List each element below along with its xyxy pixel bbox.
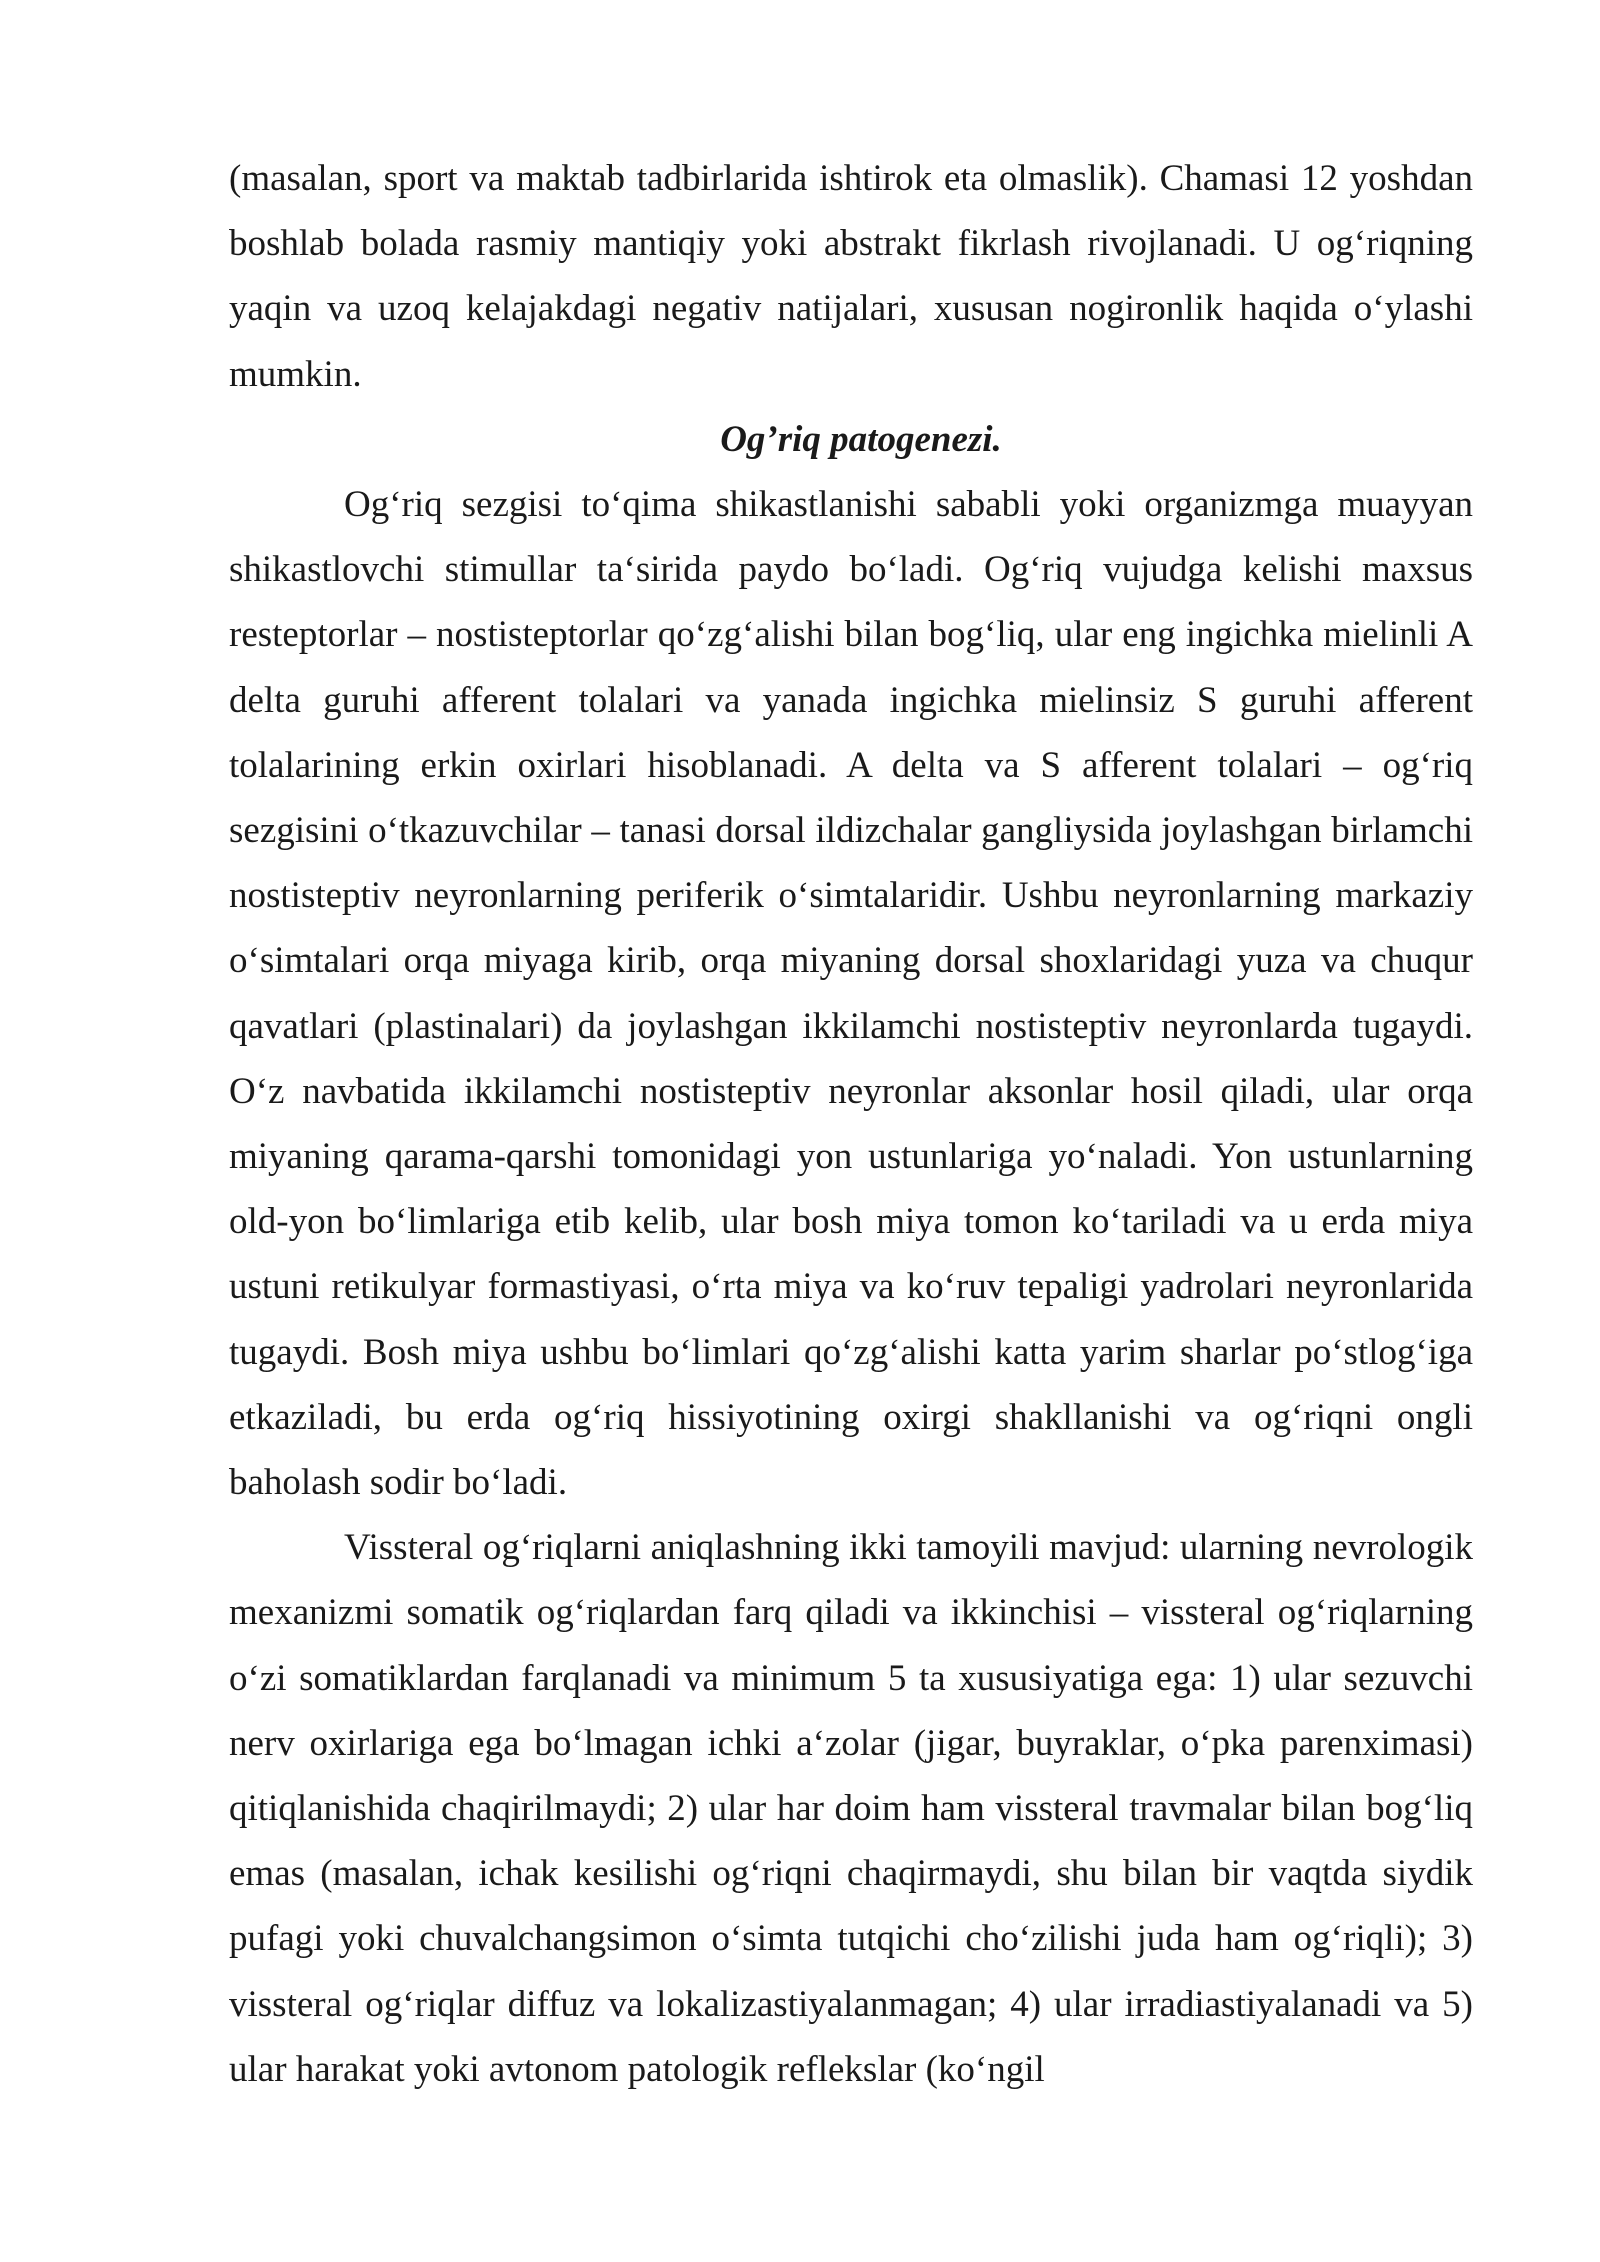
paragraph-pathogenesis: Og‘riq sezgisi to‘qima shikastlanishi sababli yoki organizmga muayyan shikastlovchi stimullar ta‘sirida paydo bo‘ladi. Og‘riq vujudga kelishi maxsus resteptorlar – nostisteptorlar qo‘zg‘alishi bilan bog‘liq, ular eng ingichka mielinli A delta guruhi afferent tolalari va yanada ingichka mielinsiz S guruhi afferent tolalarining erkin oxirlari hisoblanadi. A delta va S afferent tolalari – og‘riq sezgisini o‘tkazuvchilar – tanasi dorsal ildizchalar gangliysida joylashgan birlamchi nostisteptiv neyronlarning periferik o‘simtalaridir. Ushbu neyronlarning markaziy o‘simtalari orqa miyaga kirib, orqa miyaning dorsal shoxlaridagi yuza va chuqur qavatlari (plastinalari) da joylashgan ikkilamchi nostisteptiv neyronlarda tugaydi. O‘z navbatida ikkilamchi nostisteptiv neyronlar aksonlar hosil qiladi, ular orqa miyaning qarama-qarshi tomonidagi yon ustunlariga yo‘naladi. Yon ustunlarning old-yon bo‘limlariga etib kelib, ular bosh miya tomon ko‘tariladi va u erda miya ustuni retikulyar formastiyasi, o‘rta miya va ko‘ruv tepaligi yadrolari neyronlarida tugaydi. Bosh miya ushbu bo‘limlari qo‘zg‘alishi katta yarim sharlar po‘stlog‘iga etkaziladi, bu erda og‘riq hissiyotining oxirgi shakllanishi va og‘riqni ongli baholash sodir bo‘ladi. bbox=[229, 484, 1473, 1504]
intro-paragraph: (masalan, sport va maktab tadbirlarida ishtirok eta olmaslik). Chamasi 12 yoshdan boshlab bolada rasmiy mantiqiy yoki abstrakt fikrlash rivojlanadi. U og‘riqning yaqin va uzoq kelajakdagi negativ natijalari, xususan nogironlik haqida o‘ylashi mumkin. bbox=[229, 158, 1473, 395]
document-page bbox=[229, 146, 1473, 2102]
paragraph-visceral: Vissteral og‘riqlarni aniqlashning ikki tamoyili mavjud: ularning nevrologik mexanizmi somatik og‘riqlardan farq qiladi va ikkinchisi – vissteral og‘riqlarning o‘zi somatiklardan farqlanadi va minimum 5 ta xususiyatiga ega: 1) ular sezuvchi nerv oxirlariga ega bo‘lmagan ichki a‘zolar (jigar, buyraklar, o‘pka parenximasi) qitiqlanishida chaqirilmaydi; 2) ular har doim ham vissteral travmalar bilan bog‘liq emas (masalan, ichak kesilishi og‘riqni chaqirmaydi, shu bilan bir vaqtda siydik pufagi yoki chuvalchangsimon o‘simta tutqichi cho‘zilishi juda ham og‘riqli); 3) vissteral og‘riqlar diffuz va lokalizastiyalanmagan; 4) ular irradiastiyalanadi va 5) ular harakat yoki avtonom patologik reflekslar (ko‘ngil bbox=[229, 1527, 1473, 2090]
section-heading: Og’riq patogenezi. bbox=[720, 418, 1002, 460]
